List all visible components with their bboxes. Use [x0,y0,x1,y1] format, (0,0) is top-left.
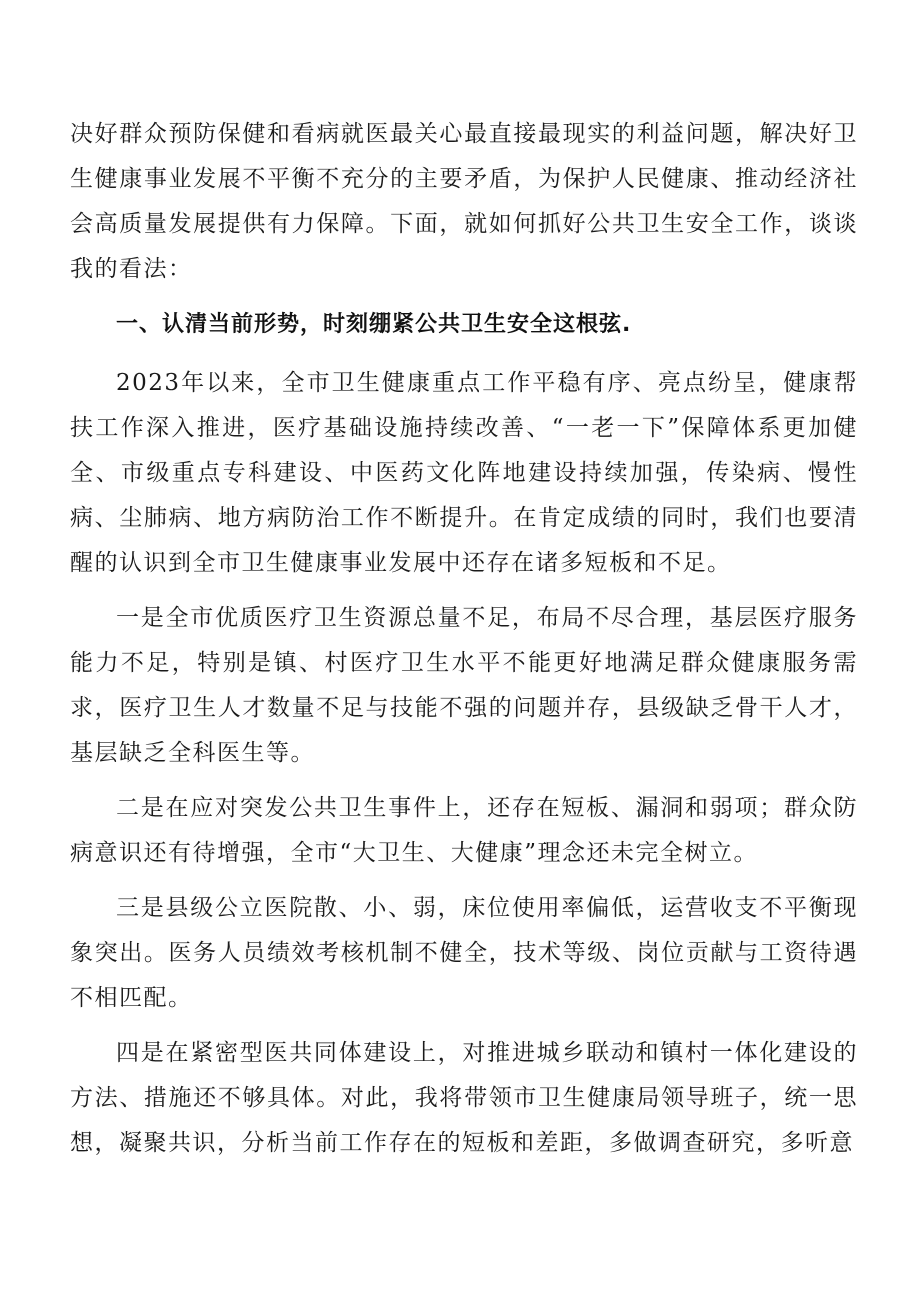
intro-paragraph: 决好群众预防保健和看病就医最关心最直接最现实的利益问题，解决好卫生健康事业发展不平衡不充分的主要矛盾，为保护人民健康、推动经济社会高质量发展提供有力保障。下面，就如何抓好公共卫生安全工作，谈谈我的看法： [70,121,858,282]
paragraph-point-4: 四是在紧密型医共同体建设上，对推进城乡联动和镇村一体化建设的方法、措施还不够具体。对此，我将带领市卫生健康局领导班子，统一思想，凝聚共识，分析当前工作存在的短板和差距，多做调查研究，多听意 [70,1040,858,1156]
paragraph-point-2: 二是在应对突发公共卫生事件上，还存在短板、漏洞和弱项；群众防病意识还有待增强，全市“大卫生、大健康”理念还未完全树立。 [70,795,858,866]
paragraph-point-3: 三是县级公立医院散、小、弱，床位使用率偏低，运营收支不平衡现象突出。医务人员绩效考核机制不健全，技术等级、岗位贡献与工资待遇不相匹配。 [70,895,858,1011]
section-heading-1: 一、认清当前形势，时刻绷紧公共卫生安全这根弦. [116,312,632,337]
paragraph-point-1: 一是全市优质医疗卫生资源总量不足，布局不尽合理，基层医疗服务能力不足，特别是镇、村医疗卫生水平不能更好地满足群众健康服务需求，医疗卫生人才数量不足与技能不强的问题并存，县级缺乏骨干人才，基层缺乏全科医生等。 [70,605,858,766]
paragraph-2023: 2023年以来，全市卫生健康重点工作平稳有序、亮点纷呈，健康帮扶工作深入推进，医疗基础设施持续改善、“一老一下”保障体系更加健全、市级重点专科建设、中医药文化阵地建设持续加强，传染病、慢性病、尘肺病、地方病防治工作不断提升。在肯定成绩的同时，我们也要清醒的认识到全市卫生健康事业发展中还存在诸多短板和不足。 [70,370,858,576]
